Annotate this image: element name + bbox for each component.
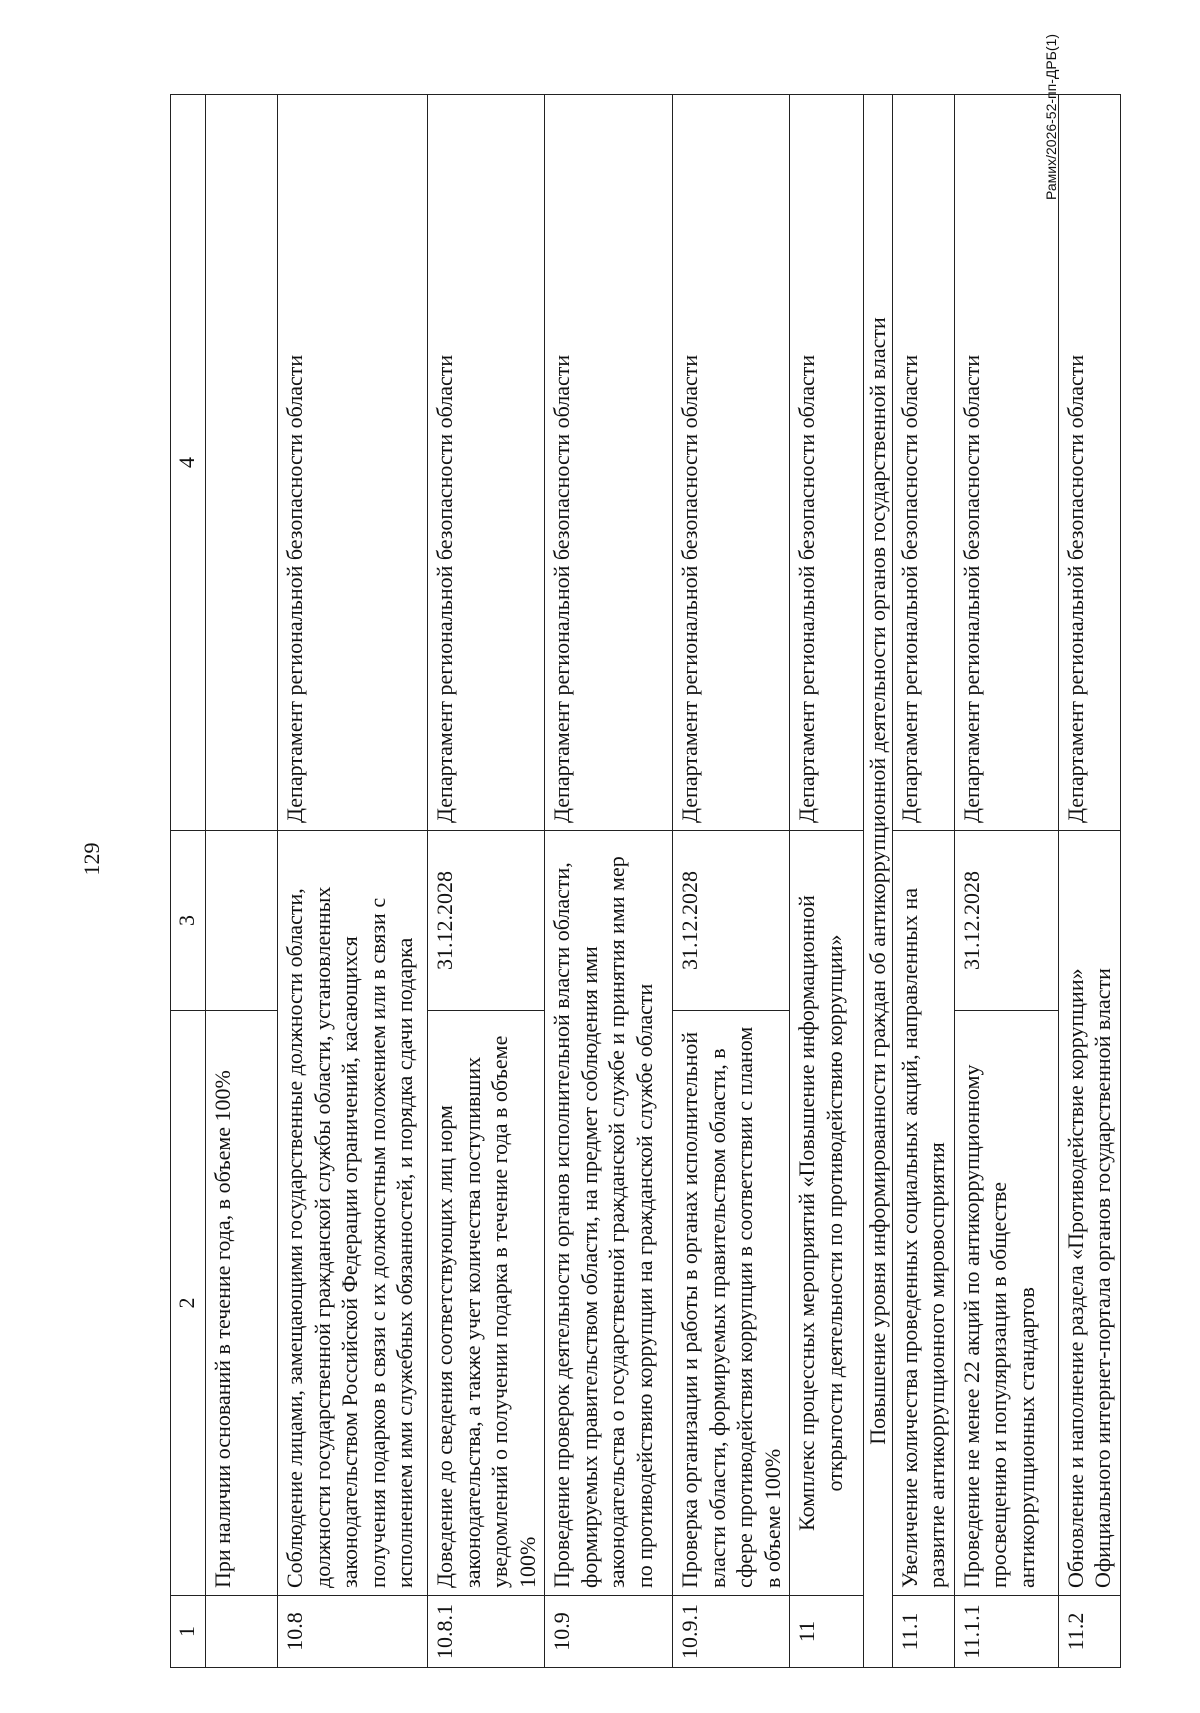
header-cell: 4	[171, 95, 206, 831]
row-deadline	[206, 831, 278, 1011]
row-number	[206, 1596, 278, 1668]
row-deadline: 31.12.2028	[954, 831, 1058, 1011]
row-number: 10.8	[278, 1596, 428, 1668]
row-number: 10.9	[545, 1596, 673, 1668]
header-cell: 3	[171, 831, 206, 1011]
row-number: 10.9.1	[673, 1596, 790, 1668]
row-responsible: Департамент региональной безопасности области	[790, 95, 864, 831]
header-cell: 1	[171, 1596, 206, 1668]
row-measure-text: Доведение до сведения соответствующих лиц норм законодательства, а также учет количества поступивших уведомлений о получении подарка в течение года в объеме 100%	[428, 1011, 545, 1596]
row-responsible: Департамент региональной безопасности области	[954, 95, 1058, 831]
row-measure-text: Увеличение количества проведенных социальных акций, направленных на развитие антикоррупционного мировосприятия	[892, 831, 954, 1596]
page-number: 129	[79, 842, 104, 876]
row-responsible: Департамент региональной безопасности области	[545, 95, 673, 831]
row-deadline: 31.12.2028	[673, 831, 790, 1011]
row-responsible: Департамент региональной безопасности области	[892, 95, 954, 831]
row-number: 11.2	[1058, 1596, 1120, 1668]
row-measure-text: Проведение проверок деятельности органов исполнительной власти области, формируемых правительством области, на предмет соблюдения ими законодательства о государственной гражданской службе и принятия ими мер по противодействию коррупции на гражданской службе области	[545, 831, 673, 1596]
table-row	[545, 95, 673, 1668]
row-number: 11.1	[892, 1596, 954, 1668]
measures-table	[170, 94, 1121, 1668]
row-responsible: Департамент региональной безопасности области	[1058, 95, 1120, 831]
row-number: 11.1.1	[954, 1596, 1058, 1668]
header-cell: 2	[171, 1011, 206, 1596]
row-responsible	[206, 95, 278, 831]
table-row	[1058, 95, 1120, 1668]
document-code: Рамих/2026-52-пп-ДРБ(1)	[1043, 34, 1059, 200]
row-responsible: Департамент региональной безопасности области	[673, 95, 790, 831]
row-deadline: 31.12.2028	[428, 831, 545, 1011]
row-measure-text: Обновление и наполнение раздела «Противодействие коррупции» Официального интернет-портала органов государственной власти	[1058, 831, 1120, 1596]
table-row	[892, 95, 954, 1668]
row-responsible: Департамент региональной безопасности области	[278, 95, 428, 831]
row-measure-text: Соблюдение лицами, замещающими государственные должности области, должности государственной гражданской службы области, установленных законодательством Российской Федерации ограничений, касающихся получения подарков в связи с их должностным положением или в связи с исполнением ими служебных обязанностей, и порядка сдачи подарка	[278, 831, 428, 1596]
table-row	[673, 95, 790, 1668]
table-header-row	[171, 95, 206, 1668]
row-number: 11	[790, 1596, 864, 1668]
table-row	[278, 95, 428, 1668]
row-measure-text: При наличии оснований в течение года, в объеме 100%	[206, 1011, 278, 1596]
section-heading: Повышение уровня информированности граждан об антикоррупционной деятельности органов государственной власти	[864, 95, 893, 1668]
row-responsible: Департамент региональной безопасности области	[428, 95, 545, 831]
row-number: 10.8.1	[428, 1596, 545, 1668]
rotated-table-sheet	[170, 95, 1130, 1668]
table-row	[954, 95, 1058, 1668]
section-row	[864, 95, 893, 1668]
table-row	[790, 95, 864, 1668]
row-measure-text: Проведение не менее 22 акций по антикоррупционному просвещению и популяризации в обществе антикоррупционных стандартов	[954, 1011, 1058, 1596]
table-row	[206, 95, 278, 1668]
row-measure-text: Проверка организации и работы в органах исполнительной власти области, формируемых правительством области, в сфере противодействия коррупции в соответствии с планом в объеме 100%	[673, 1011, 790, 1596]
row-measure-text: Комплекс процессных мероприятий «Повышение информационной открытости деятельности по противодействию коррупции»	[790, 831, 864, 1596]
table-row	[428, 95, 545, 1668]
